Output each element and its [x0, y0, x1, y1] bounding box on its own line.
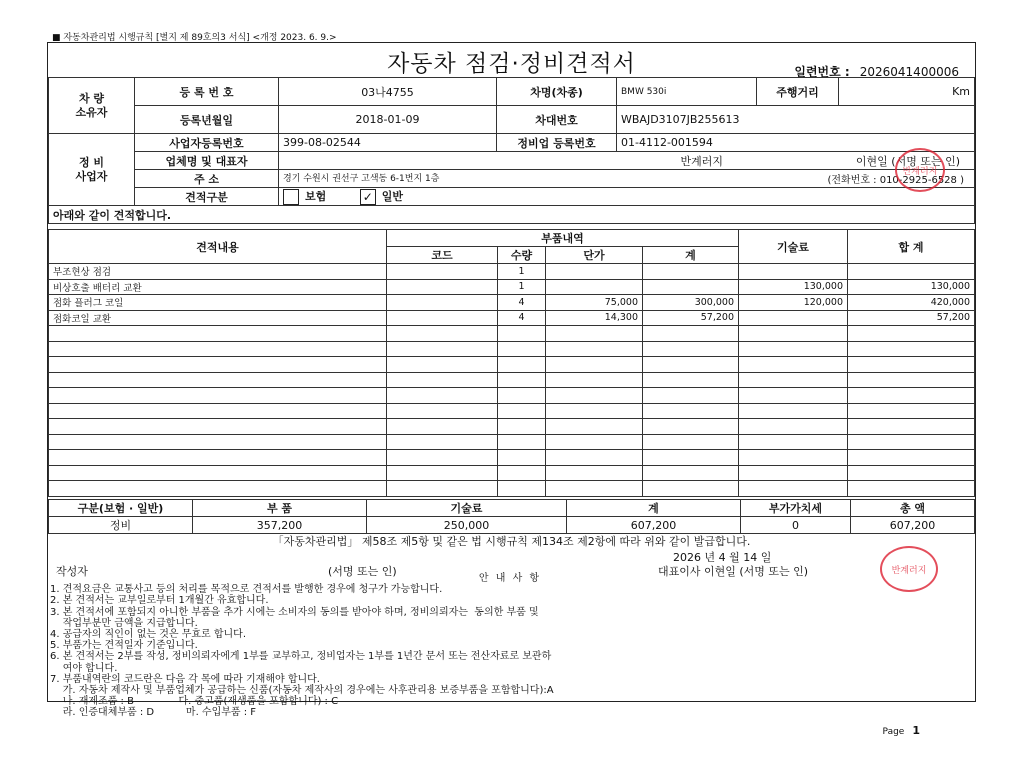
item-sum-cell [848, 419, 975, 435]
table-row [49, 326, 975, 342]
item-unit-cell [546, 434, 643, 450]
insurance-label: 보험 [305, 190, 327, 203]
item-labor-cell [739, 326, 848, 342]
item-code-cell [387, 310, 498, 326]
item-sum-cell [848, 341, 975, 357]
vin-label: 차대번호 [497, 106, 617, 134]
issue-date: 2026 년 4 월 14 일 [673, 551, 772, 564]
notes-section [50, 573, 970, 719]
table-row [49, 310, 975, 326]
sum-grand: 607,200 [851, 517, 975, 534]
item-name-cell: 점화코일 교환 [49, 310, 387, 326]
item-unit-cell [546, 326, 643, 342]
item-total-cell: 57,200 [643, 310, 739, 326]
page-number: Page 1 [882, 724, 920, 737]
item-name-cell [49, 403, 387, 419]
shop-name-label: 업체명 및 대표자 [135, 152, 279, 170]
item-labor-cell [739, 341, 848, 357]
item-unit-cell [546, 450, 643, 466]
sum-col-parts: 부 품 [193, 500, 367, 517]
item-qty-cell [498, 419, 546, 435]
sum-type: 정비 [49, 517, 193, 534]
form-header-note: ■ 자동차관리법 시행규칙 [별지 제 89호의3 서식] <개정 2023. 6. 9.> [52, 33, 337, 43]
table-row [49, 279, 975, 295]
item-sum-cell: 420,000 [848, 295, 975, 311]
type-label: 견적구분 [135, 188, 279, 206]
table-row [49, 372, 975, 388]
table-row [49, 341, 975, 357]
item-unit-cell [546, 481, 643, 497]
item-code-cell [387, 357, 498, 373]
item-qty-cell [498, 434, 546, 450]
item-unit-cell [546, 403, 643, 419]
mileage-value: Km [839, 78, 975, 106]
mileage-label: 주행거리 [757, 78, 839, 106]
item-labor-cell [739, 357, 848, 373]
company-seal-stamp: 반계러지 [895, 148, 945, 192]
shop-reg-label: 정비업 등록번호 [497, 134, 617, 152]
item-labor-cell [739, 465, 848, 481]
item-name-cell: 점화 플러그 코일 [49, 295, 387, 311]
type-cell [279, 188, 975, 206]
model-label: 차명(차종) [497, 78, 617, 106]
item-total-cell [643, 465, 739, 481]
item-qty-cell: 4 [498, 295, 546, 311]
item-sum-cell [848, 434, 975, 450]
note-line: 라. 인증대체부품 : D 마. 수입부품 : F [50, 707, 257, 719]
item-code-cell [387, 279, 498, 295]
item-name-cell [49, 326, 387, 342]
col-total: 계 [643, 247, 739, 264]
item-sum-cell: 130,000 [848, 279, 975, 295]
item-total-cell [643, 326, 739, 342]
item-labor-cell [739, 403, 848, 419]
item-labor-cell: 120,000 [739, 295, 848, 311]
item-code-cell [387, 450, 498, 466]
item-code-cell [387, 419, 498, 435]
item-labor-cell [739, 310, 848, 326]
item-sum-cell [848, 481, 975, 497]
note-line: 4. 공급자의 직인이 없는 것은 무효로 합니다. [50, 629, 247, 641]
item-total-cell [643, 341, 739, 357]
writer-sign: (서명 또는 인) [328, 565, 397, 578]
item-code-cell [387, 481, 498, 497]
item-total-cell [643, 434, 739, 450]
item-qty-cell: 1 [498, 264, 546, 280]
item-sum-cell [848, 450, 975, 466]
shop-section-label: 정 비 사업자 [49, 134, 135, 206]
item-labor-cell [739, 264, 848, 280]
item-name-cell [49, 434, 387, 450]
sum-total: 607,200 [567, 517, 741, 534]
table-row [49, 388, 975, 404]
item-qty-cell [498, 326, 546, 342]
item-sum-cell [848, 465, 975, 481]
shop-rep-value: 이현일 (서명 또는 인) [855, 154, 960, 168]
col-qty: 수량 [498, 247, 546, 264]
ceo-sign: 대표이사 이현일 (서명 또는 인) [658, 565, 809, 578]
item-labor-cell: 130,000 [739, 279, 848, 295]
item-total-cell [643, 419, 739, 435]
item-total-cell [643, 357, 739, 373]
item-labor-cell [739, 450, 848, 466]
item-code-cell [387, 341, 498, 357]
item-unit-cell [546, 357, 643, 373]
item-qty-cell: 4 [498, 310, 546, 326]
note-line: 6. 본 견적서는 2부를 작성, 정비의뢰자에게 1부를 교부하고, 정비업자는 1부를 1년간 문서 또는 전산자료로 보관하 [50, 651, 552, 663]
table-row [49, 434, 975, 450]
note-line: 7. 부품내역란의 코드란은 다음 각 목에 따라 기재해야 합니다. [50, 673, 320, 685]
item-name-cell [49, 465, 387, 481]
note-line: 1. 견적요금은 교통사고 등의 처리를 목적으로 견적서를 발행한 경우에 청구가 가능합니다. [50, 584, 443, 596]
item-qty-cell: 1 [498, 279, 546, 295]
col-labor: 기술료 [739, 230, 848, 264]
item-qty-cell [498, 465, 546, 481]
item-name-cell [49, 357, 387, 373]
item-sum-cell [848, 264, 975, 280]
table-row [49, 481, 975, 497]
item-sum-cell [848, 372, 975, 388]
item-total-cell: 300,000 [643, 295, 739, 311]
item-sum-cell [848, 388, 975, 404]
vin-value: WBAJD3107JB255613 [617, 106, 975, 134]
reg-no-label: 등 록 번 호 [135, 78, 279, 106]
item-name-cell: 부조현상 점검 [49, 264, 387, 280]
table-row [49, 465, 975, 481]
item-sum-cell: 57,200 [848, 310, 975, 326]
note-line: 나. 재제조품 : B 다. 중고품(재생품을 포함합니다) : C [50, 696, 339, 708]
table-row [49, 419, 975, 435]
item-qty-cell [498, 481, 546, 497]
shop-reg-value: 01-4112-001594 [617, 134, 975, 152]
item-unit-cell [546, 341, 643, 357]
sum-col-vat: 부가가치세 [741, 500, 851, 517]
insurance-checkbox[interactable] [283, 189, 299, 205]
item-qty-cell [498, 372, 546, 388]
item-total-cell [643, 403, 739, 419]
item-unit-cell [546, 372, 643, 388]
item-name-cell [49, 388, 387, 404]
reg-no-value: 03나4755 [279, 78, 497, 106]
item-labor-cell [739, 372, 848, 388]
ceo-seal-stamp: 반계러지 [880, 546, 938, 592]
table-row [49, 264, 975, 280]
item-code-cell [387, 465, 498, 481]
sum-col-total: 계 [567, 500, 741, 517]
biz-no-value: 399-08-02544 [279, 134, 497, 152]
table-row [49, 450, 975, 466]
item-unit-cell [546, 419, 643, 435]
intro-text: 아래와 같이 견적합니다. [49, 206, 975, 224]
table-row [49, 403, 975, 419]
item-total-cell [643, 481, 739, 497]
phone-value: (전화번호 : 010-2925-6528 ) [827, 175, 964, 186]
sum-labor: 250,000 [367, 517, 567, 534]
items-table [48, 229, 975, 497]
item-unit-cell [546, 264, 643, 280]
reg-date-value: 2018-01-09 [279, 106, 497, 134]
reg-date-label: 등록년월일 [135, 106, 279, 134]
col-unit-price: 단가 [546, 247, 643, 264]
item-sum-cell [848, 403, 975, 419]
sum-col-grand: 총 액 [851, 500, 975, 517]
item-name-cell: 비상호출 배터리 교환 [49, 279, 387, 295]
item-unit-cell: 14,300 [546, 310, 643, 326]
item-qty-cell [498, 450, 546, 466]
shop-name-cell [279, 152, 975, 170]
item-labor-cell [739, 481, 848, 497]
sum-col-type: 구분(보험 · 일반) [49, 500, 193, 517]
item-qty-cell [498, 341, 546, 357]
item-unit-cell [546, 388, 643, 404]
writer-label: 작성자 [56, 565, 88, 578]
item-qty-cell [498, 388, 546, 404]
col-parts: 부품내역 [387, 230, 739, 247]
table-row [49, 357, 975, 373]
item-unit-cell: 75,000 [546, 295, 643, 311]
owner-shop-table [48, 77, 975, 224]
item-name-cell [49, 419, 387, 435]
item-name-cell [49, 372, 387, 388]
item-code-cell [387, 264, 498, 280]
serial-number: 일련번호 : 2026041400006 [794, 65, 959, 79]
col-content: 견적내용 [49, 230, 387, 264]
document-title: 자동차 점검·정비견적서 [387, 51, 636, 77]
item-code-cell [387, 372, 498, 388]
col-code: 코드 [387, 247, 498, 264]
item-code-cell [387, 388, 498, 404]
item-labor-cell [739, 419, 848, 435]
sum-vat: 0 [741, 517, 851, 534]
summary-table [48, 499, 975, 534]
item-name-cell [49, 341, 387, 357]
item-qty-cell [498, 403, 546, 419]
shop-name-value: 반계러지 [680, 154, 723, 168]
item-code-cell [387, 434, 498, 450]
item-total-cell [643, 279, 739, 295]
note-line: 5. 부품가는 견적일자 기준입니다. [50, 640, 198, 652]
item-qty-cell [498, 357, 546, 373]
note-line: 3. 본 견적서에 포함되지 아니한 부품을 추가 시에는 소비자의 동의를 받아야 하며, 정비의뢰자는 동의한 부품 및 [50, 606, 539, 618]
addr-value: 경기 수원시 권선구 고색동 6-1번지 1층 [283, 174, 440, 184]
item-total-cell [643, 264, 739, 280]
notes-title: 안 내 사 항 [478, 573, 542, 584]
model-value: BMW 530i [617, 78, 757, 106]
table-row [49, 295, 975, 311]
general-checkbox[interactable]: ✓ [360, 189, 376, 205]
addr-label: 주 소 [135, 170, 279, 188]
note-line: 가. 자동차 제작사 및 부품업체가 공급하는 신품(자동차 제작사의 경우에는 사후관리용 보증부품을 포함합니다):A [50, 685, 554, 697]
item-sum-cell [848, 326, 975, 342]
declaration-law: 「자동차관리법」 제58조 제5항 및 같은 법 시행규칙 제134조 제2항에 따라 위와 같이 발급합니다. [272, 535, 751, 548]
declaration [48, 533, 975, 578]
item-unit-cell [546, 465, 643, 481]
estimate-form [47, 42, 976, 719]
sum-parts: 357,200 [193, 517, 367, 534]
item-code-cell [387, 326, 498, 342]
col-sum: 합 계 [848, 230, 975, 264]
general-label: 일반 [381, 190, 404, 203]
item-labor-cell [739, 388, 848, 404]
addr-cell [279, 170, 975, 188]
item-labor-cell [739, 434, 848, 450]
item-sum-cell [848, 357, 975, 373]
item-unit-cell [546, 279, 643, 295]
note-line: 작업부분만 금액을 지급합니다. [50, 617, 198, 629]
biz-no-label: 사업자등록번호 [135, 134, 279, 152]
item-code-cell [387, 403, 498, 419]
sum-col-labor: 기술료 [367, 500, 567, 517]
item-name-cell [49, 450, 387, 466]
note-line: 2. 본 견적서는 교부일로부터 1개월간 유효합니다. [50, 595, 269, 607]
item-total-cell [643, 372, 739, 388]
item-name-cell [49, 481, 387, 497]
item-total-cell [643, 388, 739, 404]
note-line: 여야 합니다. [50, 662, 118, 674]
item-total-cell [643, 450, 739, 466]
owner-section-label: 차 량 소유자 [49, 78, 135, 134]
item-code-cell [387, 295, 498, 311]
